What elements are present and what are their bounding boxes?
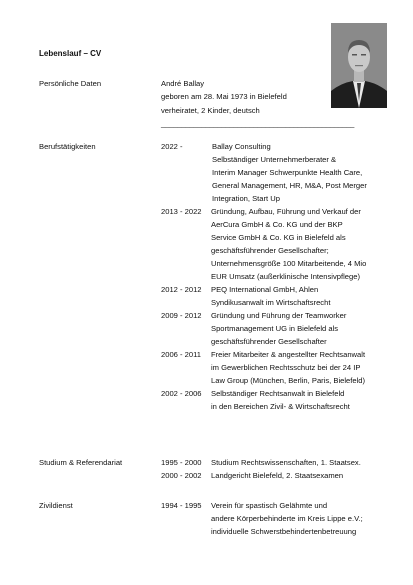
entry-line: geschäftsführender Gesellschafter; [211, 246, 329, 255]
entry-date: 2012 - 2012 [161, 285, 202, 294]
career-entry [161, 205, 401, 283]
entry-line: General Management, HR, M&A, Post Merger [212, 181, 367, 190]
section-label-civil: Zivildienst [39, 501, 73, 510]
entry-line: geschäftsführender Gesellschafter [211, 337, 327, 346]
entry-line: Integration, Start Up [212, 194, 280, 203]
entry-line: Interim Manager Schwerpunkte Health Care, [212, 168, 363, 177]
entry-line: Verein für spastisch Gelähmte und [211, 501, 328, 510]
entry-date: 1995 - 2000 [161, 458, 202, 467]
entry-line: in den Bereichen Zivil- & Wirtschaftsrecht [211, 402, 350, 411]
page-title: Lebenslauf – CV [39, 49, 102, 58]
section-label-studies: Studium & Referendariat [39, 458, 123, 467]
entry-date: 2022 - [161, 142, 183, 151]
entry-line: Unternehmensgröße 100 Mitarbeitende, 4 Mio [211, 259, 367, 268]
studies-entry [161, 469, 401, 482]
entry-line: Gründung und Führung der Teamworker [211, 311, 347, 320]
entry-line: Gründung, Aufbau, Führung und Verkauf der [211, 207, 361, 216]
section-label-career: Berufstätigkeiten [39, 142, 96, 151]
section-label-personal: Persönliche Daten [39, 79, 102, 88]
studies-entries [161, 456, 401, 482]
career-entry [161, 309, 401, 348]
entry-line: Studium Rechtswissenschaften, 1. Staatsex. [211, 458, 361, 467]
entry-line: Selbständiger Rechtsanwalt in Bielefeld [211, 389, 345, 398]
studies-entry [161, 456, 401, 469]
career-entry [161, 348, 401, 387]
entry-line: Freier Mitarbeiter & angestellter Rechtsanwalt [211, 350, 366, 359]
entry-line: Syndikusanwalt im Wirtschaftsrecht [211, 298, 331, 307]
personal-name: André Ballay [161, 79, 205, 88]
civil-entry [161, 499, 401, 538]
entry-line: Sportmanagement UG in Bielefeld als [211, 324, 339, 333]
entry-line: AerCura GmbH & Co. KG und der BKP [211, 220, 343, 229]
entry-line: Ballay Consulting [212, 142, 271, 151]
entry-date: 2006 - 2011 [161, 350, 201, 359]
entry-line: andere Körperbehinderte im Kreis Lippe e.V.; [211, 514, 363, 523]
entry-line: EUR Umsatz (außerklinische Intensivpflege) [211, 272, 360, 281]
entry-line: im Gewerblichen Rechtsschutz bei der 24 IP [211, 363, 361, 372]
entry-date: 2013 - 2022 [161, 207, 202, 216]
career-entry [161, 387, 401, 413]
entry-line: PEQ International GmbH, Ahlen [211, 285, 319, 294]
entry-line: Law Group (München, Berlin, Paris, Bielefeld) [211, 376, 366, 385]
career-entries [161, 140, 401, 413]
career-entry [161, 283, 401, 309]
personal-details [161, 77, 401, 130]
personal-status: verheiratet, 2 Kinder, deutsch [161, 105, 260, 115]
entry-date: 2002 - 2006 [161, 389, 202, 398]
personal-birth: geboren am 28. Mai 1973 in Bielefeld [161, 92, 287, 102]
entry-date: 2009 - 2012 [161, 311, 202, 320]
entry-line: Service GmbH & Co. KG in Bielefeld als [211, 233, 346, 242]
civil-entries [161, 499, 401, 538]
entry-line: Landgericht Bielefeld, 2. Staatsexamen [211, 471, 344, 480]
separator-line: ________________________________________________ [161, 118, 355, 128]
entry-date: 2000 - 2002 [161, 471, 202, 480]
career-entry [161, 140, 401, 205]
entry-date: 1994 - 1995 [161, 501, 202, 510]
entry-line: Selbständiger Unternehmerberater & [212, 155, 337, 164]
entry-line: individuelle Schwerstbehindertenbetreuung [211, 527, 357, 536]
